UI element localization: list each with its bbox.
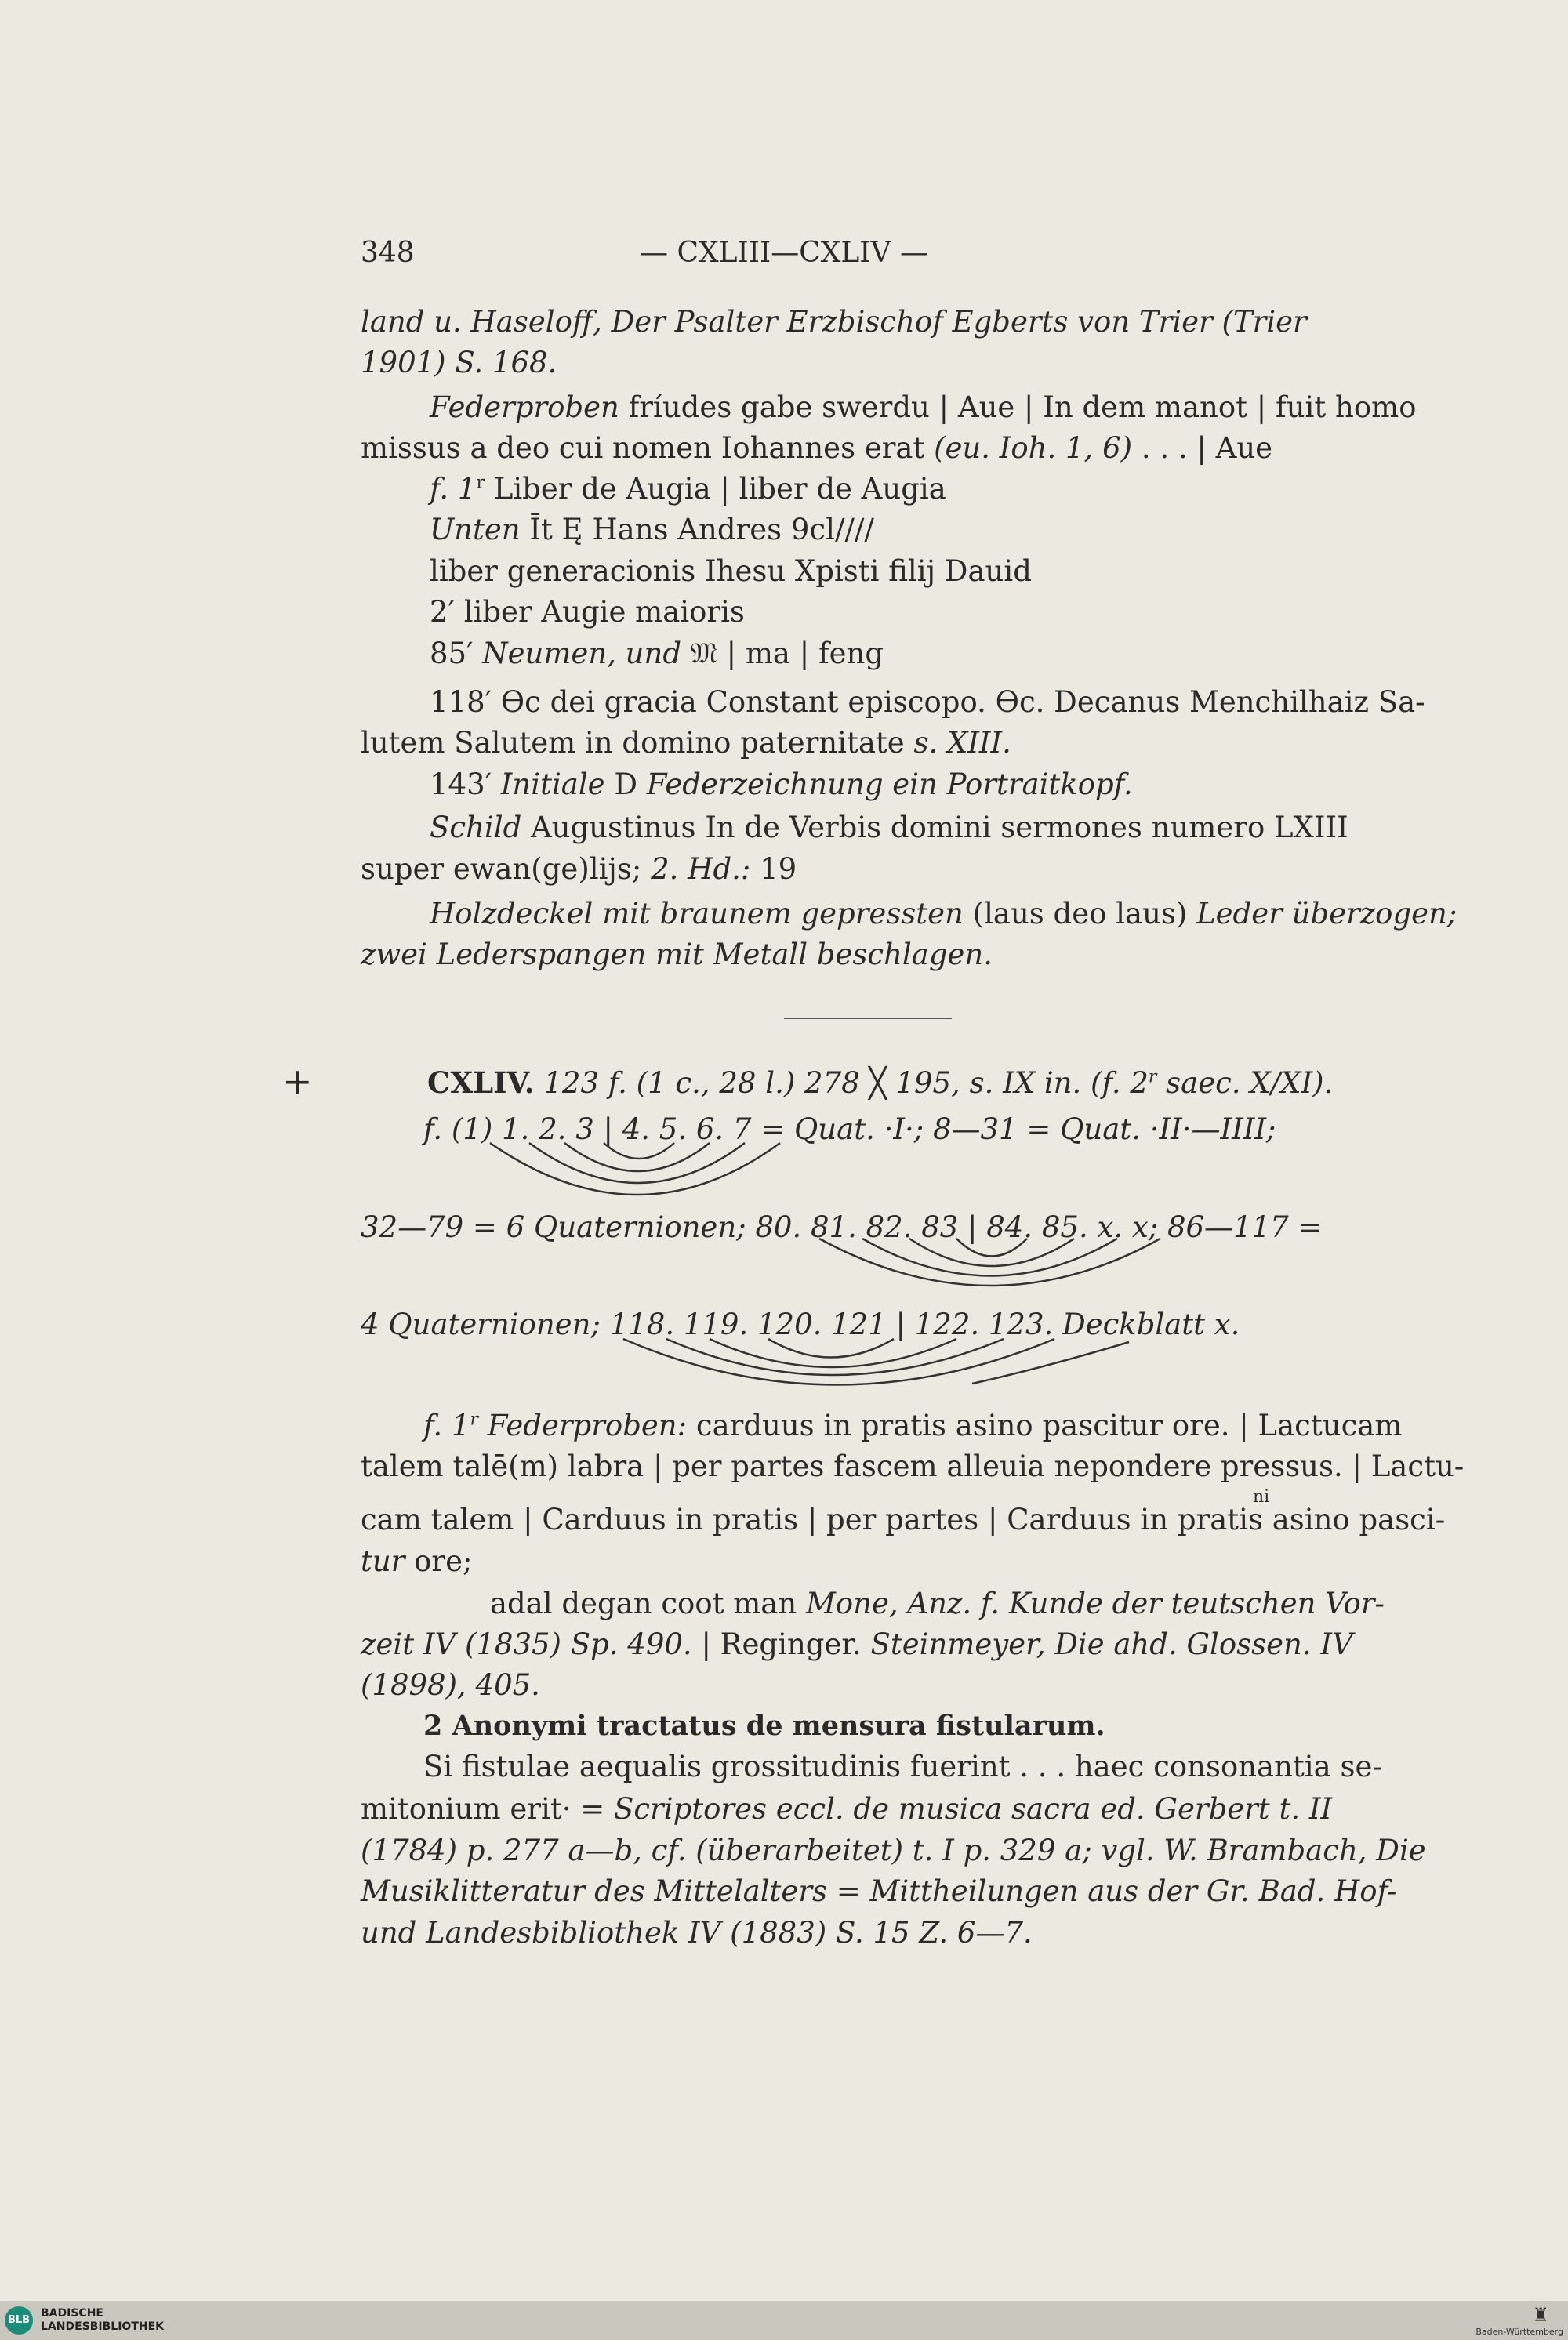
text-span: zeit IV (1835) Sp. 490.: [361, 1627, 692, 1661]
text-span: f. 1: [430, 472, 477, 506]
text-span: carduus in pratis asino pascitur ore. | Lactucam: [687, 1409, 1403, 1442]
text-line: [361, 1624, 1388, 1665]
quire-arc: [604, 1143, 674, 1159]
text-span: s. XIII.: [913, 726, 1011, 760]
text-span: fríudes gabe swerdu | Aue | In dem manot | fuit homo: [619, 390, 1417, 424]
text-span: 143′: [430, 767, 501, 801]
text-line: und Landesbibliothek IV (1883) S. 15 Z. 6—7.: [361, 1916, 1033, 1950]
section-heading: 2 Anonymi tractatus de mensura fistularum.: [423, 1710, 1105, 1742]
text-line: 118′ ϴc dei gracia Constant episcopo. ϴc. Decanus Menchilhaiz Sa-: [430, 685, 1425, 719]
text-line: (1898), 405.: [361, 1668, 540, 1702]
quire-arc: [490, 1143, 780, 1195]
text-line: 32—79 = 6 Quaternionen; 80. 81. 82. 83 | 84. 85. x. x; 86—117 =: [361, 1210, 1323, 1244]
text-span: | Reginger.: [691, 1627, 871, 1661]
quire-arc: [956, 1239, 1027, 1257]
text-span: Initiale: [500, 767, 605, 801]
entry-heading: CXLIV.: [427, 1065, 535, 1100]
state-label: Baden-Württemberg: [1475, 2327, 1563, 2337]
text-span: D: [604, 767, 647, 801]
viewer-footer: [0, 2301, 1568, 2340]
text-span: Schild: [430, 811, 522, 844]
text-line: 2′ liber Augie maioris: [430, 595, 745, 629]
quire-arc: [564, 1143, 710, 1171]
text-line: land u. Haseloff, Der Psalter Erzbischof Egberts von Trier (Trier: [361, 305, 1307, 339]
superscript: r: [476, 473, 485, 493]
text-span: Neumen, und: [482, 637, 682, 670]
text-span: Īt Ę Hans Andres 9cl////: [520, 513, 874, 546]
text-span: 19: [750, 852, 797, 886]
text-span: 85′: [430, 637, 483, 670]
text-line: f. (1) 1. 2. 3 | 4. 5. 6. 7 = Quat. ·I·; 8—31 = Quat. ·II·—IIII;: [423, 1112, 1276, 1146]
text-line: [361, 1541, 1388, 1582]
margin-mark: +: [282, 1060, 313, 1102]
text-line: [490, 1584, 1517, 1624]
text-line: zwei Lederspangen mit Metall beschlagen.: [361, 938, 993, 971]
text-line: [361, 1789, 1388, 1830]
text-span: . . . | Aue: [1132, 431, 1273, 465]
text-line: talem talē(m) labra | per partes fascem alleuia nepondere pressus. | Lactu-: [361, 1449, 1465, 1483]
text-span: missus a deo cui nomen Iohannes erat: [361, 431, 935, 465]
text-span: Mone, Anz. f. Kunde der teutschen Vor-: [805, 1587, 1385, 1620]
text-span: adal degan coot man: [490, 1587, 806, 1620]
text-span: ore;: [405, 1544, 473, 1578]
superscript: ni: [1253, 1487, 1270, 1507]
superscript: r: [1148, 1067, 1157, 1087]
quire-arc: [529, 1143, 745, 1183]
text-line: 1901) S. 168.: [361, 346, 557, 379]
text-line: (1784) p. 277 a—b, cf. (überarbeitet) t. I p. 329 a; vgl. W. Brambach, Die: [361, 1834, 1426, 1867]
text-span: (laus deo laus): [963, 897, 1197, 931]
library-name: [41, 2307, 164, 2334]
quire-arc: [710, 1339, 956, 1367]
text-line: [423, 1406, 1450, 1446]
quire-arc: [909, 1239, 1074, 1266]
library-line: LANDESBIBLIOTHEK: [41, 2320, 165, 2333]
quire-arc: [768, 1339, 894, 1358]
text-span: (eu. Ioh. 1, 6): [934, 431, 1133, 465]
text-span: Scriptores eccl. de musica sacra ed. Gerbert t. II: [613, 1792, 1333, 1826]
text-line: Musiklitteratur des Mittelalters = Mittheilungen aus der Gr. Bad. Hof-: [361, 1874, 1397, 1908]
text-span: Steinmeyer, Die ahd. Glossen. IV: [870, 1627, 1353, 1661]
running-title: — CXLIII—CXLIV —: [640, 237, 928, 269]
text-span: Augustinus In de Verbis domini sermones numero LXIII: [521, 811, 1348, 844]
quire-arc: [972, 1342, 1129, 1384]
text-span: Federproben: [430, 390, 619, 424]
text-span: Liber de Augia | liber de Augia: [484, 472, 946, 506]
text-span: Federproben:: [477, 1409, 688, 1442]
text-span: lutem Salutem in domino paternitate: [361, 726, 914, 760]
text-line: 4 Quaternionen; 118. 119. 120. 121 | 122. 123. Deckblatt x.: [361, 1308, 1240, 1341]
quire-arc: [819, 1239, 1160, 1286]
text-span: f. 1: [423, 1409, 470, 1442]
text-span: Leder überzogen;: [1196, 897, 1457, 931]
text-span: 𝔐 | ma | feng: [681, 637, 884, 670]
text-span: 2. Hd.:: [651, 852, 751, 886]
text-span: saec. X/XI).: [1156, 1066, 1334, 1100]
text-line: Si fistulae aequalis grossitudinis fuerint . . . haec consonantia se-: [423, 1750, 1382, 1783]
quire-arc: [623, 1339, 1054, 1385]
library-line: BADISCHE: [41, 2307, 103, 2320]
text-span: super ewan(ge)lijs;: [361, 852, 652, 886]
text-span: tur: [361, 1544, 405, 1578]
text-span: Federzeichnung ein Portraitkopf.: [646, 767, 1133, 801]
text-span: mitonium erit· =: [361, 1792, 614, 1826]
blb-logo-icon: BLB: [5, 2306, 33, 2335]
superscript: r: [470, 1409, 478, 1430]
text-span: Unten: [430, 513, 521, 546]
page-number: 348: [361, 237, 415, 269]
text-span: Holzdeckel mit braunem gepressten: [430, 897, 964, 931]
state-crest-icon: ♜: [1532, 2304, 1549, 2326]
text-span: 123 f. (1 c., 28 l.) 278 ╳ 195, s. IX in. (f. 2: [534, 1066, 1149, 1100]
text-line: liber generacionis Ihesu Xpisti filij Dauid: [430, 554, 1032, 588]
text-line: cam talem | Carduus in pratis | per partes | Carduus in pratis asino pasci-: [361, 1503, 1446, 1536]
